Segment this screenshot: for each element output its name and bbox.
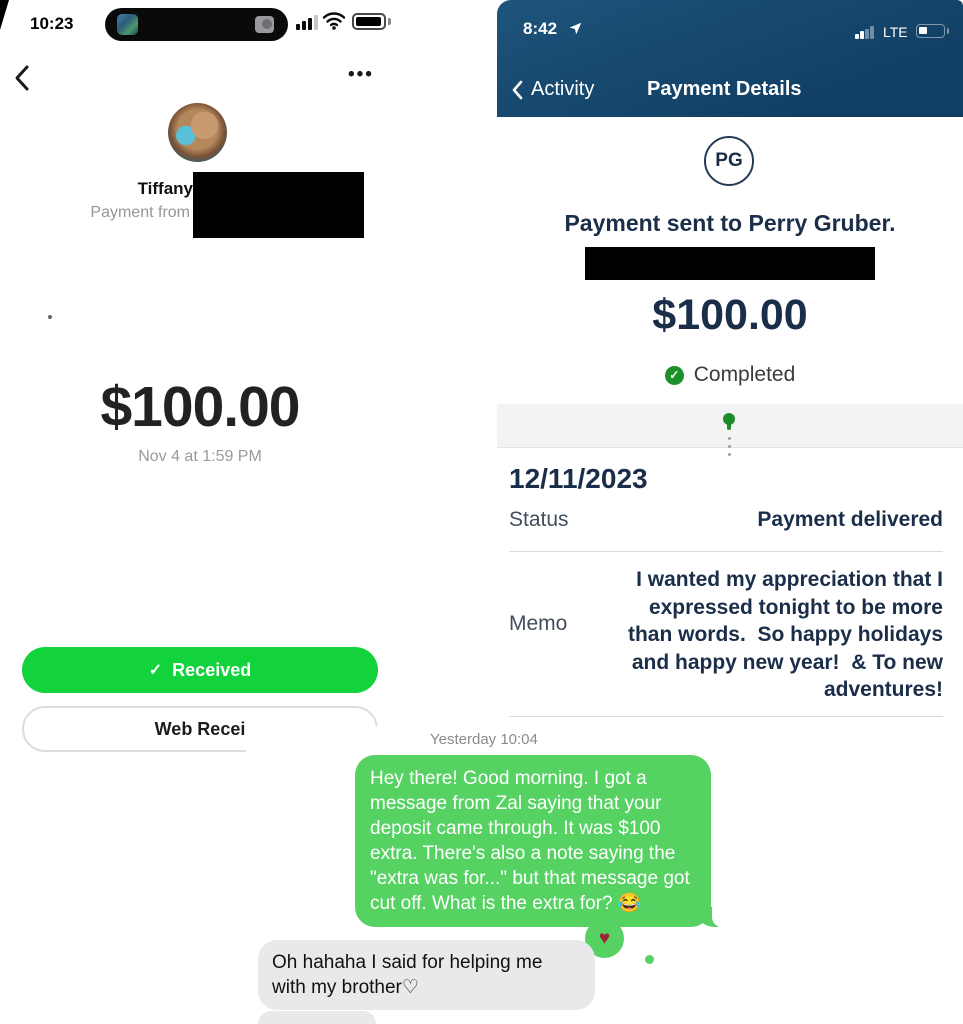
- cellular-signal-icon: [855, 26, 875, 39]
- avatar-initials: PG: [715, 150, 743, 171]
- battery-icon: [352, 13, 386, 30]
- divider: [509, 551, 943, 552]
- dot-artifact: [48, 315, 52, 319]
- payment-amount: $100.00: [652, 291, 808, 339]
- reaction-tail-dot: [645, 955, 654, 964]
- battery-icon: [916, 24, 945, 38]
- web-receipt-label: Web Recei: [154, 718, 246, 739]
- status-time: 8:42: [523, 19, 558, 38]
- back-chevron-icon[interactable]: [511, 80, 524, 100]
- camera-lens-icon: [262, 19, 272, 29]
- memo-label: Memo: [509, 612, 568, 635]
- heart-icon: ♥: [598, 927, 611, 949]
- message-bubble-incoming[interactable]: Oh hahaha I said for helping me with my brother♡: [258, 940, 595, 1010]
- transaction-date: 12/11/2023: [509, 463, 648, 494]
- dynamic-island: [105, 8, 288, 41]
- timeline-dotted-line: [728, 453, 731, 456]
- payment-from-label: Payment from: [90, 204, 190, 221]
- more-menu-icon[interactable]: •••: [348, 64, 374, 85]
- back-to-activity-button[interactable]: Activity: [531, 78, 595, 100]
- completed-label: Completed: [693, 363, 796, 386]
- check-icon: ✓: [148, 662, 163, 679]
- corner-artifact: [0, 0, 9, 30]
- chat-timestamp: Yesterday 10:04: [430, 731, 538, 748]
- message-bubble-partial: [258, 1011, 376, 1024]
- sender-name: Tiffany: [137, 179, 193, 198]
- status-badge: [497, 363, 963, 387]
- payment-details-screen: [497, 0, 963, 760]
- received-button[interactable]: [22, 647, 378, 693]
- divider: [509, 716, 943, 717]
- payment-date: Nov 4 at 1:59 PM: [138, 448, 262, 465]
- status-label: Status: [509, 508, 569, 531]
- wifi-icon: [322, 12, 346, 30]
- status-row: [509, 508, 943, 532]
- cellular-signal-icon: [296, 14, 318, 30]
- network-type-label: LTE: [883, 24, 908, 40]
- payment-amount: $100.00: [100, 375, 300, 439]
- battery-nub: [947, 28, 949, 34]
- battery-nub: [388, 18, 391, 25]
- redaction-box: [193, 172, 364, 238]
- status-time: 10:23: [30, 14, 74, 33]
- message-bubble-outgoing[interactable]: Hey there! Good morning. I got a message from Zal saying that your deposit came through. It was $100 extra. There's also a note saying the "extra was for..." but that message got cut off. What is the extra for? 😂: [355, 755, 711, 927]
- avatar[interactable]: [168, 103, 227, 162]
- memo-text: I wanted my appreciation that I expressed tonight to be more than words. So happy holidays and happy new year! & To new adventures!: [627, 568, 949, 701]
- app-header: [497, 0, 963, 117]
- recipient-avatar: [704, 136, 754, 186]
- timeline-marker-tail: [727, 424, 731, 430]
- payment-headline: Payment sent to Perry Gruber.: [564, 210, 896, 236]
- received-button-label: Received: [172, 659, 252, 680]
- location-arrow-icon: [569, 22, 582, 35]
- timeline-dotted-line: [728, 437, 731, 440]
- status-value: Payment delivered: [757, 508, 943, 531]
- redaction-box: [585, 247, 875, 280]
- back-chevron-icon[interactable]: [13, 64, 31, 92]
- page-title: Payment Details: [647, 78, 802, 100]
- now-playing-thumbnail: [117, 14, 138, 35]
- timeline-dotted-line: [728, 445, 731, 448]
- completed-check-icon: ✓: [665, 366, 684, 385]
